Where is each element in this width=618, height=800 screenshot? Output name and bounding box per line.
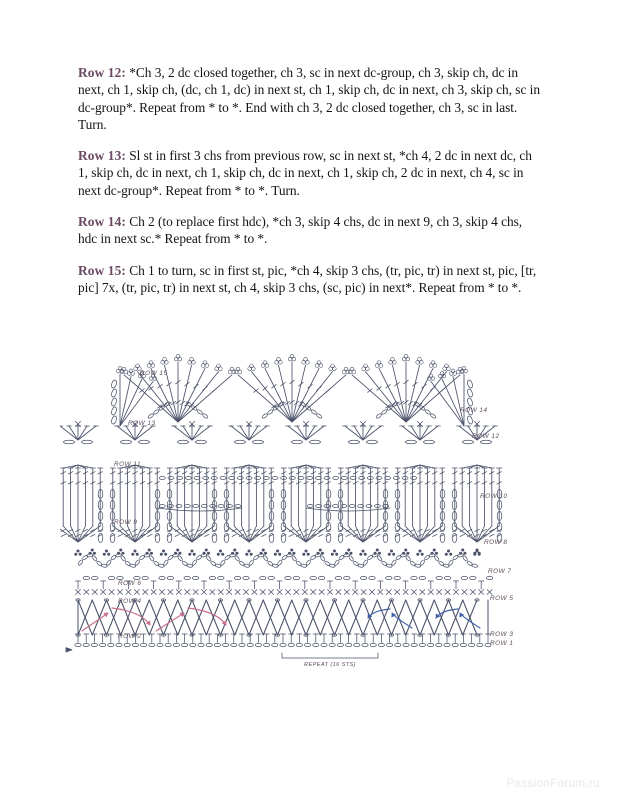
row-tag-right-6: ROW 3 [490, 631, 514, 638]
row-label-14: Row 14: [78, 214, 126, 230]
site-watermark: PassionForum.ru [506, 778, 600, 790]
row-tag-left-2: ROW 11 [114, 461, 142, 468]
row-tag-right-3: ROW 8 [484, 539, 508, 546]
row-text-14: Ch 2 (to replace first hdc), *ch 3, skip 4 chs, dc in next 9, ch 3, skip 4 chs, hdc in next sc.* Repeat from * to *. [78, 214, 523, 247]
row-tag-left-5: ROW 4 [118, 598, 142, 605]
row-text-13: Sl st in first 3 chs from previous row, sc in next st, *ch 4, 2 dc in next dc, ch 1, skip ch, dc in next, ch 1, skip ch, dc in next, ch 1, skip ch, 2 dc in next, ch 4, sc in next dc-group*. Repeat from * to *. Turn. [78, 148, 532, 198]
crochet-chart-svg [60, 328, 560, 678]
row-tag-right-7: ROW 1 [490, 640, 514, 647]
row-label-12: Row 12: [78, 65, 126, 80]
row-label-15: Row 15: [78, 262, 126, 278]
row-text-15: Ch 1 to turn, sc in first st, pic, *ch 4, skip 3 chs, (tr, pic, tr) in next st, pic, [tr, pic] 7x, (tr, pic, tr) in next st, ch 4, skip 3 chs, (sc, pic) in next*. Repeat from * to *. [78, 262, 537, 295]
row-label-13: Row 13: [78, 148, 126, 164]
row-tag-right-4: ROW 7 [488, 568, 512, 575]
row-tag-left-0: ROW 15 [140, 370, 168, 377]
row-tag-left-1: ROW 13 [128, 420, 156, 427]
instruction-paragraph-row14 [78, 213, 540, 248]
row-text-12: *Ch 3, 2 dc closed together, ch 3, sc in next dc-group, ch 3, skip ch, dc in next, ch 1, skip ch, (dc, ch 1, dc) in next st, ch 1, skip ch, dc in next, ch 3, skip ch, sc in dc-group*. Repeat from * to *. End with ch 3, 2 dc closed together, ch 3, sc in last. Turn. [78, 65, 540, 132]
row-tag-left-6: ROW 2 [118, 633, 142, 640]
row-tag-left-3: ROW 9 [114, 519, 138, 526]
row-tag-right-0: ROW 14 [460, 407, 488, 414]
chart-stitch-art [60, 354, 502, 658]
instruction-paragraph-row12 [78, 64, 540, 133]
row-tag-left-4: ROW 6 [118, 580, 142, 587]
instruction-paragraph-row13 [78, 147, 540, 199]
instruction-paragraph-row15 [78, 262, 540, 297]
repeat-caption: REPEAT (16 STS) [304, 662, 356, 668]
row-tag-right-5: ROW 5 [490, 595, 514, 602]
row-tag-right-2: ROW 10 [480, 493, 508, 500]
instructions-block [78, 64, 540, 296]
row-tag-right-1: ROW 12 [472, 433, 500, 440]
crochet-chart-diagram [60, 328, 560, 678]
